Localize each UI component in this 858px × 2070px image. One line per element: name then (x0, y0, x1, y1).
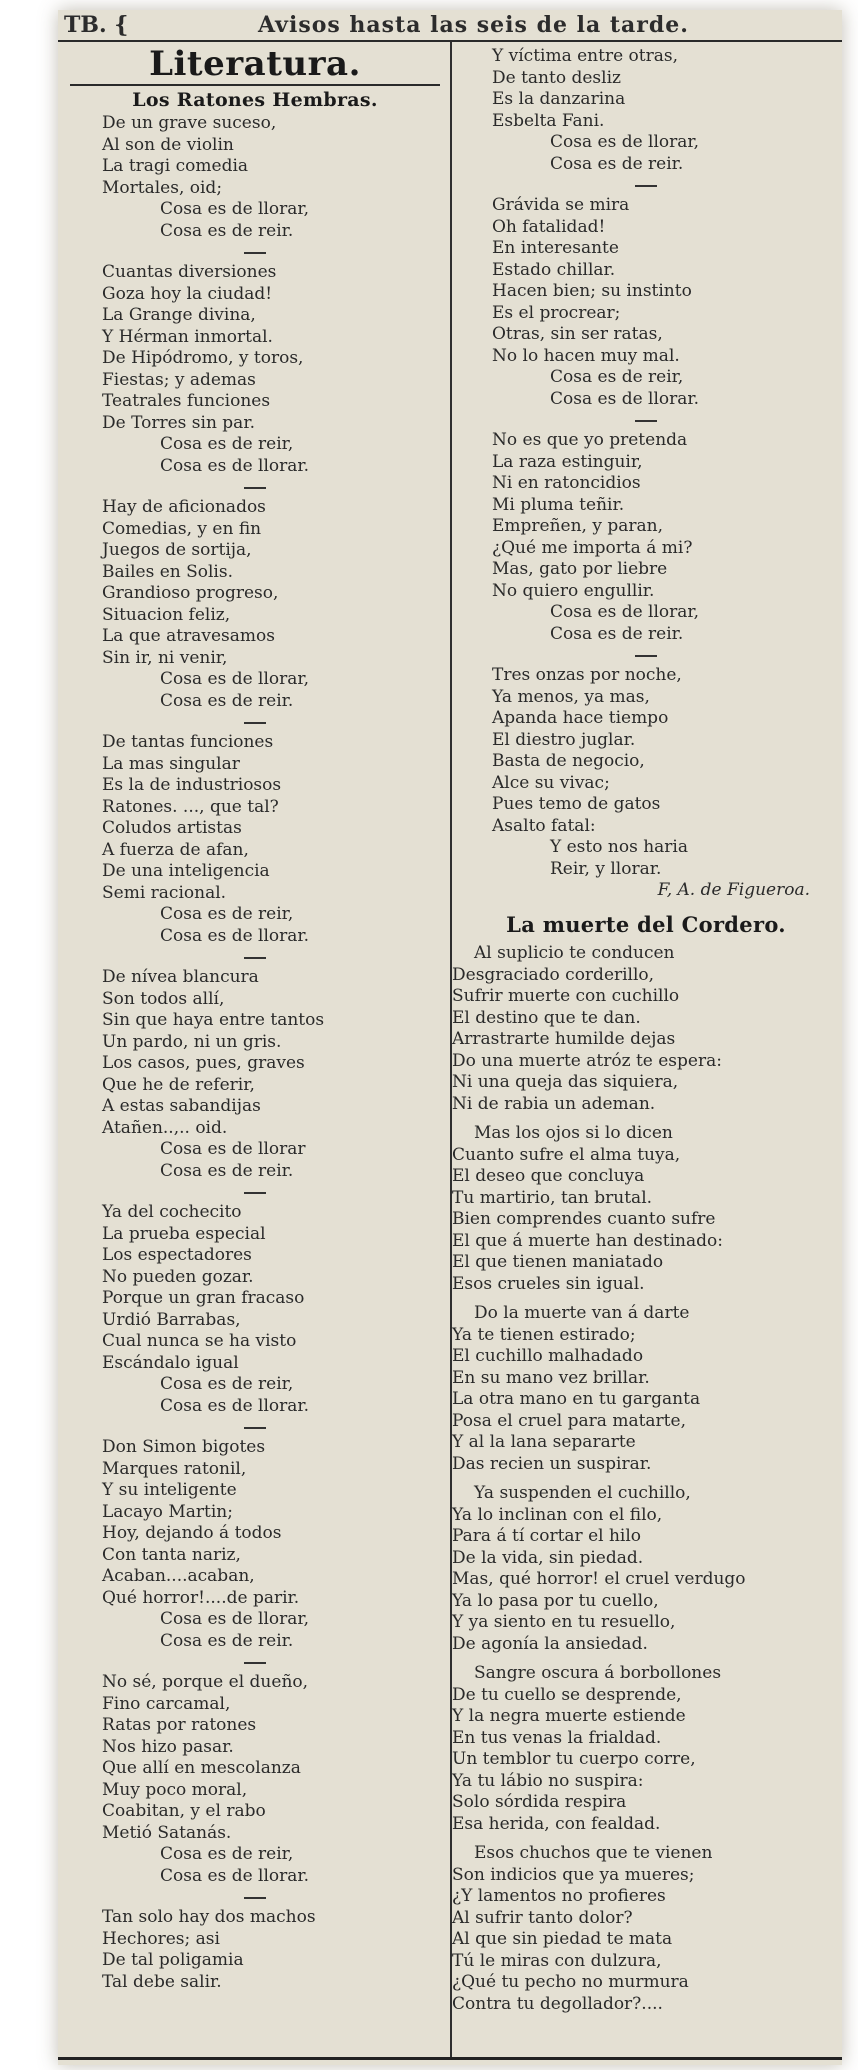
verse-line: Esbelta Fani. (492, 110, 605, 131)
verse-line: Es el procrear; (492, 302, 621, 323)
refrain-line: Cosa es de llorar, (160, 669, 310, 689)
stanza-separator (460, 645, 832, 665)
refrain-line: Cosa es de reir. (160, 220, 294, 241)
verse-line: Cuantas diversiones (102, 262, 277, 282)
refrain-line: Cosa es de reir, (160, 1374, 294, 1394)
verse-line: Sufrir muerte con cuchillo (452, 986, 680, 1006)
stanza (70, 113, 440, 242)
verse-line: Son indicios que ya mueres; (452, 1864, 695, 1885)
verse-line: Alce su vivac; (492, 772, 610, 793)
verse-line: Porque un gran fracaso (102, 1288, 305, 1308)
verse-line: A fuerza de afan, (102, 839, 249, 860)
verse-line: Esa herida, con fealdad. (452, 1813, 661, 1834)
verse-line: En interesante (492, 238, 619, 258)
verse-line: La raza estinguir, (492, 451, 643, 472)
right-column (452, 46, 832, 2015)
stanza (70, 1437, 440, 1652)
stanza (460, 430, 832, 645)
verse-line: De nívea blancura (102, 967, 259, 987)
verse-line: Asalto fatal: (492, 815, 596, 836)
stanza (70, 732, 440, 947)
verse-line: Tu martirio, tan brutal. (452, 1187, 653, 1208)
page-header (58, 10, 842, 42)
refrain-line: Cosa es de reir, (160, 434, 294, 454)
stanza-separator (70, 947, 440, 967)
refrain-line: Cosa es de llorar. (550, 388, 700, 409)
refrain-line: Cosa es de llorar (160, 1139, 306, 1159)
verse-line: Mortales, oid; (102, 177, 223, 198)
verse-line: Qué horror!....de parir. (102, 1587, 300, 1608)
stanza (70, 497, 440, 712)
verse-line: Y su inteligente (102, 1480, 237, 1500)
verse-line: Coabitan, y el rabo (102, 1801, 266, 1821)
newspaper-page (58, 10, 842, 2065)
verse-line: Apanda hace tiempo (492, 708, 669, 728)
verse-line: Un pardo, ni un gris. (102, 1031, 282, 1052)
refrain-line: Cosa es de llorar. (160, 1395, 310, 1416)
verse-line: Metió Satanás. (102, 1822, 232, 1843)
verse-line: Bailes en Solis. (102, 561, 233, 582)
refrain-line: Cosa es de llorar, (550, 602, 700, 622)
verse-line: El deseo que concluya (452, 1166, 645, 1186)
stanza-separator (70, 477, 440, 497)
verse-line: De un grave suceso, (102, 113, 277, 133)
verse-line: Ya te tienen estirado; (452, 1324, 636, 1345)
refrain-line: Cosa es de reir, (160, 1844, 294, 1864)
verse-line: No pueden gozar. (102, 1266, 254, 1287)
refrain-line: Cosa es de llorar. (160, 1865, 310, 1886)
verse-line: Ya suspenden el cuchillo, (474, 1483, 691, 1503)
verse-line: El que á muerte han destinado: (452, 1230, 723, 1251)
verse-line: No lo hacen muy mal. (492, 345, 680, 366)
refrain-line: Cosa es de reir. (160, 1160, 294, 1181)
verse-line: Arrastrarte humilde dejas (452, 1029, 676, 1049)
verse-line: El destino que te dan. (452, 1007, 641, 1028)
header-center-text: Avisos hasta las seis de la tarde. (258, 12, 689, 38)
poem2-stanza (452, 943, 832, 1115)
verse-line: La otra mano en tu garganta (452, 1389, 701, 1409)
poem2-stanza (452, 1303, 832, 1475)
verse-line: Comedias, y en fin (102, 518, 262, 539)
stanza-separator (70, 1417, 440, 1437)
stanza-separator (70, 1182, 440, 1202)
refrain-line: Cosa es de llorar, (550, 132, 700, 152)
verse-line: Basta de negocio, (492, 751, 645, 771)
poem2-body (452, 943, 832, 2015)
refrain-line: Y esto nos haria (550, 837, 688, 857)
verse-line: Das recien un suspirar. (452, 1453, 652, 1474)
verse-line: Esos chuchos que te vienen (474, 1843, 713, 1863)
verse-line: Ya del cochecito (102, 1202, 242, 1222)
verse-line: Tres onzas por noche, (492, 665, 682, 685)
verse-line: Otras, sin ser ratas, (492, 324, 663, 344)
verse-line: Hay de aficionados (102, 497, 266, 517)
verse-line: El diestro juglar. (492, 729, 636, 750)
verse-line: Ya menos, ya mas, (492, 686, 650, 707)
verse-line: De Torres sin par. (102, 412, 255, 433)
verse-line: Que he de referir, (102, 1074, 255, 1095)
verse-line: Los casos, pues, graves (102, 1053, 305, 1073)
verse-line: Urdió Barrabas, (102, 1309, 241, 1330)
refrain-line: Cosa es de reir, (160, 904, 294, 924)
verse-line: Son todos allí, (102, 988, 225, 1009)
verse-line: Bien comprendes cuanto sufre (452, 1209, 716, 1229)
verse-line: Ni de rabia un ademan. (452, 1093, 656, 1114)
verse-line: Ratas por ratones (102, 1715, 257, 1735)
verse-line: Marques ratonil, (102, 1458, 247, 1479)
verse-line: Desgraciado corderillo, (452, 964, 655, 985)
refrain-line: Reir, y llorar. (550, 858, 662, 879)
verse-line: Mas, qué horror! el cruel verdugo (452, 1569, 746, 1589)
poem2-title: La muerte del Cordero. (506, 911, 786, 937)
verse-line: Y al la lana separarte (452, 1432, 636, 1452)
verse-line: Situacion feliz, (102, 604, 231, 625)
verse-line: Atañen..,.. oid. (102, 1117, 228, 1138)
stanza (70, 1672, 440, 1887)
left-column (70, 44, 440, 1993)
verse-line: En su mano vez brillar. (452, 1367, 650, 1388)
verse-line: Al sufrir tanto dolor? (452, 1907, 633, 1928)
verse-line: Sangre oscura á borbollones (474, 1663, 722, 1683)
stanza-separator (70, 242, 440, 262)
poem-title: Los Ratones Hembras. (132, 88, 378, 111)
stanza (460, 665, 832, 880)
stanza-separator (70, 1652, 440, 1672)
verse-line: Mas, gato por liebre (492, 559, 668, 579)
verse-line: Hacen bien; su instinto (492, 281, 692, 301)
verse-line: Goza hoy la ciudad! (102, 283, 273, 304)
verse-line: Y Hérman inmortal. (102, 326, 273, 347)
verse-line: Oh fatalidad! (492, 216, 606, 237)
verse-line: Nos hizo pasar. (102, 1736, 234, 1757)
verse-line: Empreñen, y paran, (492, 516, 664, 536)
verse-line: ¿Qué tu pecho no murmura (452, 1972, 689, 1992)
verse-line: A estas sabandijas (102, 1096, 261, 1116)
verse-line: El que tienen maniatado (452, 1252, 664, 1272)
verse-line: Acaban....acaban, (102, 1566, 255, 1586)
verse-line: Solo sórdida respira (452, 1792, 627, 1812)
verse-line: Don Simon bigotes (102, 1437, 266, 1457)
stanza (460, 195, 832, 410)
verse-line: Grandioso progreso, (102, 583, 279, 603)
verse-line: Y la negra muerte estiende (452, 1706, 686, 1726)
verse-line: Para á tí cortar el hilo (452, 1526, 642, 1546)
header-left-text: TB. { (64, 12, 129, 38)
section-heading: Literatura. (149, 44, 361, 84)
verse-line: Mi pluma teñir. (492, 494, 625, 515)
verse-line: Tal debe salir. (102, 1971, 222, 1992)
verse-line: No sé, porque el dueño, (102, 1672, 309, 1692)
verse-line: De agonía la ansiedad. (452, 1633, 648, 1654)
refrain-line: Cosa es de reir, (550, 367, 684, 387)
verse-line: Do una muerte atróz te espera: (452, 1050, 722, 1071)
verse-line: Tú le miras con dulzura, (452, 1950, 662, 1971)
verse-line: Fino carcamal, (102, 1693, 231, 1714)
verse-line: Sin que haya entre tantos (102, 1010, 325, 1030)
verse-line: La tragi comedia (102, 156, 249, 176)
verse-line: Ratones. ..., que tal? (102, 796, 279, 817)
verse-line: Posa el cruel para matarte, (452, 1410, 686, 1431)
poem2-stanza (452, 1123, 832, 1295)
verse-line: Sin ir, ni venir, (102, 647, 228, 668)
verse-line: Pues temo de gatos (492, 794, 661, 814)
refrain-line: Cosa es de llorar. (160, 925, 310, 946)
verse-line: Contra tu degollador?.... (452, 1993, 663, 2014)
verse-line: Tan solo hay dos machos (102, 1907, 316, 1927)
poem2-stanza (452, 1483, 832, 1655)
verse-line: La mas singular (102, 753, 240, 774)
verse-line: De una inteligencia (102, 861, 270, 881)
verse-line: Ni en ratoncidios (492, 473, 641, 493)
poem-signature: F, A. de Figueroa. (657, 880, 810, 900)
verse-line: No es que yo pretenda (492, 430, 688, 450)
verse-line: De tu cuello se desprende, (452, 1684, 682, 1705)
verse-line: Ya tu lábio no suspira: (452, 1770, 644, 1791)
poem2-stanza (452, 1663, 832, 1835)
verse-line: La Grange divina, (102, 305, 256, 325)
verse-line: Do la muerte van á darte (474, 1303, 690, 1323)
verse-line: Con tanta nariz, (102, 1544, 241, 1565)
stanza (70, 1907, 440, 1993)
stanza-separator (460, 175, 832, 195)
verse-line: ¿Y lamentos no profieres (452, 1886, 666, 1906)
verse-line: La que atravesamos (102, 626, 275, 646)
verse-line: Es la danzarina (492, 89, 626, 109)
stanza (70, 1202, 440, 1417)
refrain-line: Cosa es de llorar, (160, 1609, 310, 1629)
verse-line: Escándalo igual (102, 1352, 239, 1373)
verse-line: En tus venas la frialdad. (452, 1727, 662, 1748)
verse-line: De Hipódromo, y toros, (102, 348, 304, 368)
bottom-rule (58, 2057, 842, 2060)
verse-line: Al son de violin (102, 134, 234, 155)
refrain-line: Cosa es de reir. (550, 153, 684, 174)
verse-line: Al que sin piedad te mata (452, 1929, 673, 1949)
refrain-line: Cosa es de llorar. (160, 455, 310, 476)
stanza (70, 262, 440, 477)
stanza-separator (460, 410, 832, 430)
verse-line: De tantas funciones (102, 732, 274, 752)
poem2-stanza (452, 1843, 832, 2015)
verse-line: Coludos artistas (102, 818, 242, 838)
verse-line: De tal poligamia (102, 1950, 244, 1970)
verse-line: Y víctima entre otras, (492, 46, 679, 66)
verse-line: El cuchillo malhadado (452, 1346, 644, 1366)
verse-line: Mas los ojos si lo dicen (474, 1123, 673, 1143)
stanza-separator (70, 712, 440, 732)
poem-stanzas (70, 113, 440, 1993)
verse-line: Juegos de sortija, (102, 540, 252, 560)
verse-line: Ya lo inclinan con el filo, (452, 1504, 663, 1525)
stanza (460, 46, 832, 175)
refrain-line: Cosa es de reir. (160, 690, 294, 711)
verse-line: Cual nunca se ha visto (102, 1331, 297, 1351)
verse-line: Ni una queja das siquiera, (452, 1072, 679, 1092)
verse-line: Semi racional. (102, 882, 227, 903)
verse-line: Ya lo pasa por tu cuello, (452, 1590, 659, 1611)
stanza-separator (70, 1887, 440, 1907)
verse-line: Cuanto sufre el alma tuya, (452, 1144, 681, 1165)
poem-stanzas-continued (460, 46, 832, 880)
verse-line: Muy poco moral, (102, 1779, 248, 1800)
verse-line: La prueba especial (102, 1223, 266, 1244)
verse-line: Teatrales funciones (102, 391, 271, 411)
verse-line: ¿Qué me importa á mi? (492, 537, 693, 558)
verse-line: Al suplicio te conducen (474, 943, 675, 963)
verse-line: Que allí en mescolanza (102, 1758, 301, 1778)
verse-line: Es la de industriosos (102, 775, 282, 795)
verse-line: No quiero engullir. (492, 580, 655, 601)
verse-line: Grávida se mira (492, 195, 630, 215)
verse-line: Hoy, dejando á todos (102, 1523, 282, 1543)
verse-line: Hechores; asi (102, 1928, 220, 1949)
verse-line: Estado chillar. (492, 259, 616, 280)
verse-line: Un temblor tu cuerpo corre, (452, 1749, 696, 1769)
verse-line: De tanto desliz (492, 67, 621, 88)
stanza (70, 967, 440, 1182)
verse-line: Los espectadores (102, 1245, 252, 1265)
verse-line: Esos crueles sin igual. (452, 1273, 645, 1294)
refrain-line: Cosa es de reir. (160, 1630, 294, 1651)
verse-line: Fiestas; y ademas (102, 369, 256, 390)
refrain-line: Cosa es de llorar, (160, 199, 310, 219)
verse-line: De la vida, sin piedad. (452, 1547, 644, 1568)
refrain-line: Cosa es de reir. (550, 623, 684, 644)
verse-line: Y ya siento en tu resuello, (452, 1612, 676, 1632)
verse-line: Lacayo Martin; (102, 1501, 233, 1522)
